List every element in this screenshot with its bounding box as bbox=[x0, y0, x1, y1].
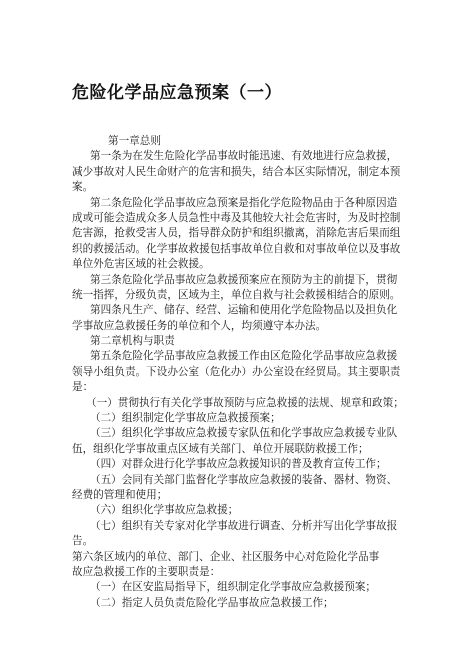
paragraph-line: 单位外危害区域的社会救援。 bbox=[72, 258, 210, 271]
paragraph-line: 学事故应急救援任务的单位和个人，均须遵守本办法。 bbox=[72, 319, 327, 332]
list-item: （一）在区安监局指导下，组织制定化学事故应急救援预案； bbox=[90, 581, 377, 594]
paragraph-line: 第六条区域内的单位、部门、企业、社区服务中心对危险化学品事 bbox=[72, 550, 380, 563]
paragraph-line: 统一指挥，分级负责，区域为主，单位自救与社会救援相结合的原则。 bbox=[72, 288, 401, 301]
list-item: （六）组织化学事故应急救援； bbox=[90, 504, 239, 517]
list-item: （五）会同有关部门监督化学事故应急救援的装备、器材、物资、 bbox=[90, 473, 398, 486]
list-item: （二）指定人员负责危险化学品事故应急救援工作； bbox=[90, 596, 334, 609]
paragraph-line: 织的救援活动。化学事故救援包括事故单位自救和对事故单位以及事故 bbox=[72, 242, 401, 255]
list-item: （七）组织有关专家对化学事故进行调查、分析并写出化学事故报 bbox=[90, 519, 398, 532]
paragraph-line: 案。 bbox=[72, 181, 94, 194]
paragraph-line: 第三条危险化学品事故应急救援预案应在预防为主的前提下，贯彻 bbox=[90, 273, 398, 286]
list-item: （二）组织制定化学事故应急救援预案； bbox=[90, 412, 281, 425]
paragraph-line: 领导小组负责。下设办公室（危化办）办公室设在经贸局。其主要职责 bbox=[72, 365, 401, 378]
paragraph-line: 危害源，抢救受害人员，指导群众防护和组织撤离，消除危害后果而组 bbox=[72, 227, 401, 240]
paragraph-line: 成或可能会造成众多人员急性中毒及其他较大社会危害时，为及时控制 bbox=[72, 211, 401, 224]
paragraph-line: 第五条危险化学品事故应急救援工作由区危险化学品事故应急救援 bbox=[90, 350, 398, 363]
paragraph-line: 故应急救援工作的主要职责是： bbox=[72, 565, 221, 578]
list-item: 经费的管理和使用； bbox=[72, 488, 168, 501]
paragraph-line: 第四条凡生产、储存、经营、运输和使用化学危险物品以及担负化 bbox=[90, 304, 398, 317]
paragraph-line: 第二条危险化学品事故应急预案是指化学危险物品由于各种原因造 bbox=[90, 196, 398, 209]
list-item: 告。 bbox=[72, 535, 94, 548]
chapter-heading: 第一章总则 bbox=[108, 135, 161, 147]
list-item: 伍，组织化学事故重点区域有关部门、单位开展联防救援工作； bbox=[72, 442, 369, 455]
chapter-heading: 第二章机构与职责 bbox=[90, 335, 175, 348]
paragraph-line: 减少事故对人民生命财产的危害和损失，结合本区实际情况，制定本预 bbox=[72, 165, 401, 178]
document-body bbox=[0, 134, 463, 611]
list-item: （一）贯彻执行有关化学事故预防与应急救援的法规、规章和政策； bbox=[86, 396, 404, 409]
paragraph-line: 是： bbox=[72, 381, 94, 394]
paragraph-line: 第一条为在发生危险化学品事故时能迅速、有效地进行应急救援， bbox=[90, 150, 398, 163]
list-item: （四）对群众进行化学事故应急救援知识的普及教育宣传工作； bbox=[90, 458, 387, 471]
list-item: （三）组织化学事故应急救援专家队伍和化学事故应急救援专业队 bbox=[90, 427, 398, 440]
document-title: 危险化学品应急预案（一） bbox=[72, 83, 282, 103]
